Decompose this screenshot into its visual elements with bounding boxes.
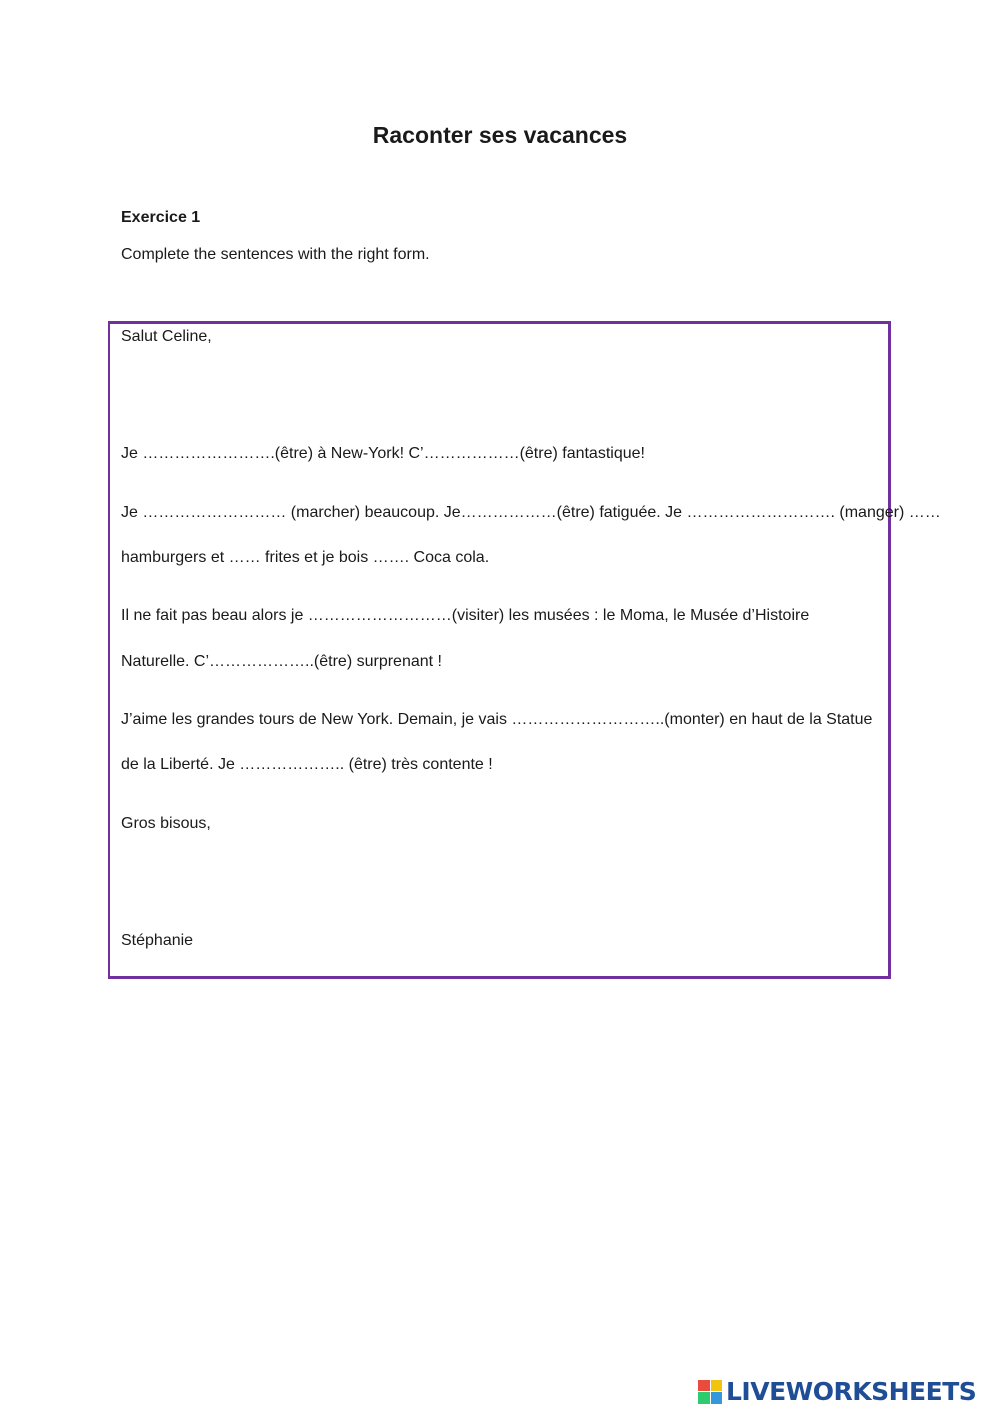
letter-line: Je ……………………… (marcher) beaucoup. Je………………(être) fatiguée. Je ………………………. (manger) ……: [121, 504, 941, 521]
logo-text: LIVEWORKSHEETS: [726, 1377, 977, 1406]
instruction-text: Complete the sentences with the right form.: [121, 246, 430, 263]
liveworksheets-logo: [698, 1377, 976, 1406]
liveworksheets-icon: [698, 1380, 722, 1404]
letter-line: de la Liberté. Je ……………….. (être) très contente !: [121, 756, 493, 773]
letter-line: Naturelle. C’………………..(être) surprenant !: [121, 653, 442, 670]
letter-signature: Stéphanie: [121, 932, 194, 949]
letter-line: Je …………………….(être) à New-York! C’………………(être) fantastique!: [121, 445, 645, 462]
page-title: Raconter ses vacances: [372, 122, 628, 148]
letter-line: hamburgers et …… frites et je bois ……. Coca cola.: [121, 549, 490, 566]
letter-line: Il ne fait pas beau alors je ………………………(visiter) les musées : le Moma, le Musée d’Histoire: [121, 607, 810, 624]
letter-frame: [108, 321, 891, 979]
letter-greeting: Salut Celine,: [121, 328, 212, 345]
letter-closing: Gros bisous,: [121, 815, 211, 832]
letter-line: J’aime les grandes tours de New York. Demain, je vais ………………………..(monter) en haut de la Statue: [121, 711, 873, 728]
exercise-heading: Exercice 1: [121, 209, 201, 226]
